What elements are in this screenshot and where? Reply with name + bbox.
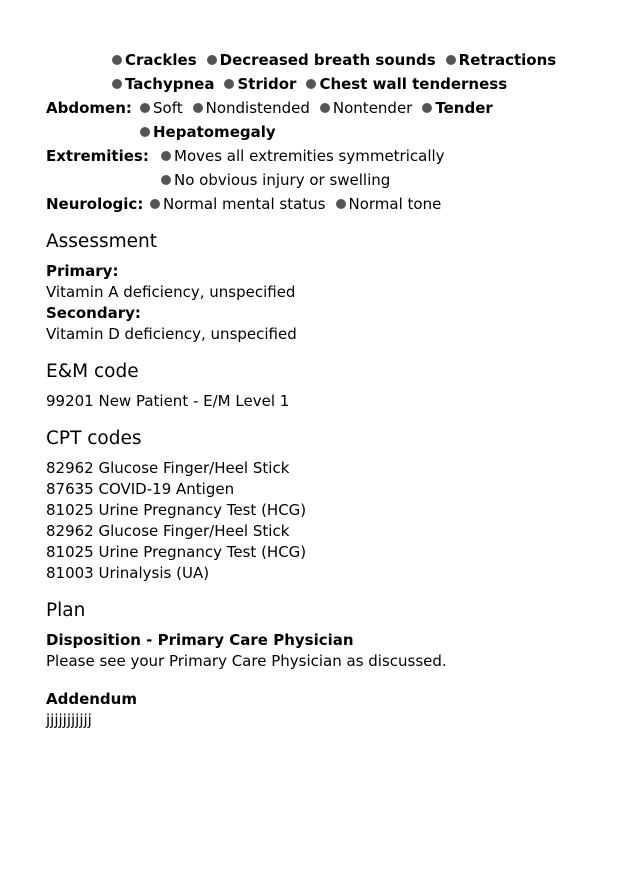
finding-tachypnea: Tachypnea	[112, 72, 214, 96]
bullet-icon	[140, 103, 150, 113]
assessment-heading: Assessment	[46, 231, 157, 252]
cpt-code-item: 82962 Glucose Finger/Heel Stick	[46, 522, 290, 540]
bullet-icon	[112, 55, 122, 65]
bullet-icon	[150, 199, 160, 209]
finding-tender: Tender	[422, 96, 492, 120]
finding-decreased-breath-sounds: Decreased breath sounds	[207, 48, 436, 72]
cpt-code-item: 81025 Urine Pregnancy Test (HCG)	[46, 543, 307, 561]
respiratory-findings-line2	[46, 72, 626, 96]
abdomen-exam	[46, 96, 626, 120]
bullet-icon	[161, 175, 171, 185]
bullet-icon	[306, 79, 316, 89]
em-code-value: 99201 New Patient - E/M Level 1	[46, 392, 290, 410]
secondary-diagnosis-label: Secondary:	[46, 304, 141, 322]
bullet-icon	[224, 79, 234, 89]
bullet-icon	[193, 103, 203, 113]
neurologic-exam	[46, 192, 626, 216]
extremities-exam-line2	[46, 168, 626, 192]
addendum-title: Addendum	[46, 690, 137, 708]
bullet-icon	[422, 103, 432, 113]
finding-normal-mental-status: Normal mental status	[150, 192, 326, 216]
primary-diagnosis-label: Primary:	[46, 262, 119, 280]
bullet-icon	[140, 127, 150, 137]
neurologic-label: Neurologic:	[46, 195, 144, 213]
abdomen-label: Abdomen:	[46, 99, 132, 117]
finding-hepatomegaly: Hepatomegaly	[140, 120, 276, 144]
cpt-codes-heading: CPT codes	[46, 428, 142, 449]
disposition-text: Please see your Primary Care Physician as discussed.	[46, 652, 447, 670]
bullet-icon	[112, 79, 122, 89]
cpt-code-item: 82962 Glucose Finger/Heel Stick	[46, 459, 290, 477]
cpt-code-item: 81025 Urine Pregnancy Test (HCG)	[46, 501, 307, 519]
extremities-label: Extremities:	[46, 147, 149, 165]
cpt-code-item: 81003 Urinalysis (UA)	[46, 564, 210, 582]
bullet-icon	[207, 55, 217, 65]
finding-retractions: Retractions	[446, 48, 557, 72]
respiratory-findings-line1	[46, 48, 626, 72]
plan-heading: Plan	[46, 600, 86, 621]
bullet-icon	[336, 199, 346, 209]
finding-moves-all-extremities: Moves all extremities symmetrically	[161, 144, 445, 168]
cpt-code-item: 87635 COVID-19 Antigen	[46, 480, 235, 498]
secondary-diagnosis: Vitamin D deficiency, unspecified	[46, 325, 297, 343]
bullet-icon	[320, 103, 330, 113]
finding-normal-tone: Normal tone	[336, 192, 442, 216]
finding-crackles: Crackles	[112, 48, 197, 72]
finding-nondistended: Nondistended	[193, 96, 310, 120]
bullet-icon	[161, 151, 171, 161]
addendum-text: jjjjjjjjjjj	[46, 711, 92, 729]
finding-nontender: Nontender	[320, 96, 412, 120]
bullet-icon	[446, 55, 456, 65]
finding-stridor: Stridor	[224, 72, 296, 96]
extremities-exam	[46, 144, 626, 168]
disposition-title: Disposition - Primary Care Physician	[46, 631, 354, 649]
primary-diagnosis: Vitamin A deficiency, unspecified	[46, 283, 296, 301]
abdomen-exam-line2	[46, 120, 626, 144]
em-code-heading: E&M code	[46, 361, 139, 382]
finding-no-obvious-injury: No obvious injury or swelling	[161, 168, 390, 192]
finding-chest-wall-tenderness: Chest wall tenderness	[306, 72, 507, 96]
finding-soft: Soft	[140, 96, 183, 120]
document-page	[46, 48, 626, 731]
